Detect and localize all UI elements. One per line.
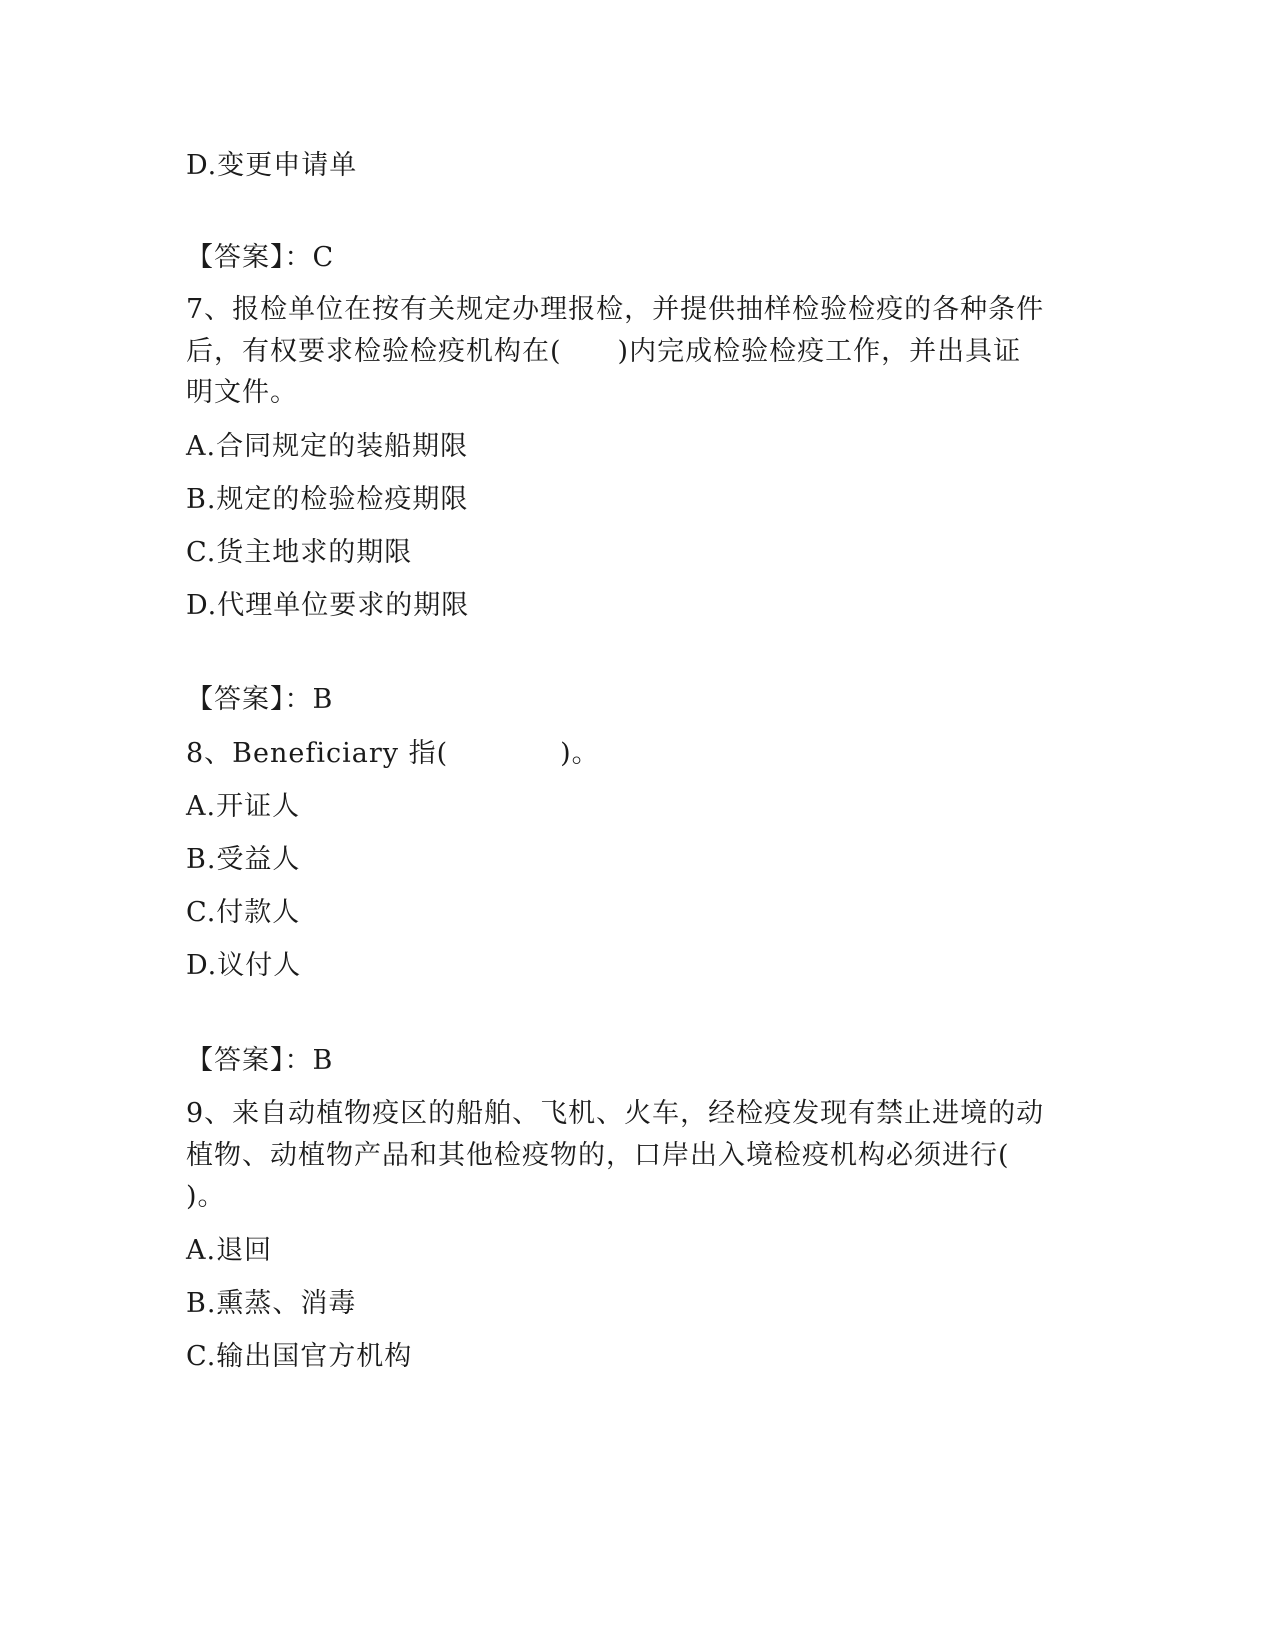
q8-option-c: C.付款人 [186,897,301,928]
q9-stem-line-1: 9、来自动植物疫区的船舶、飞机、火车，经检疫发现有禁止进境的动 [186,1098,1045,1129]
answer-q8: 【答案】：B [186,1045,334,1076]
q8-option-b: B.受益人 [186,844,301,875]
q7-option-a: A.合同规定的装船期限 [186,431,469,462]
q9-option-b: B.熏蒸、消毒 [186,1288,357,1319]
q7-stem-line-2: 后，有权要求检验检疫机构在( )内完成检验检疫工作，并出具证 [186,336,1022,367]
q7-option-c: C.货主地求的期限 [186,537,413,568]
q7-option-d: D.代理单位要求的期限 [186,590,470,621]
prev-option-d: D.变更申请单 [186,150,358,181]
q7-stem-line-1: 7、报检单位在按有关规定办理报检，并提供抽样检验检疫的各种条件 [186,294,1045,325]
q7-option-b: B.规定的检验检疫期限 [186,484,469,515]
q7-stem-line-3: 明文件。 [186,377,298,408]
q8-option-d: D.议付人 [186,950,302,981]
q9-stem-line-2: 植物、动植物产品和其他检疫物的，口岸出入境检疫机构必须进行( [186,1140,1010,1171]
q9-stem-line-3: )。 [186,1181,226,1212]
q8-option-a: A.开证人 [186,791,301,822]
q9-option-a: A.退回 [186,1235,273,1266]
q9-option-c: C.输出国官方机构 [186,1341,413,1372]
answer-q7: 【答案】：B [186,684,334,715]
q8-stem-line-1: 8、Beneficiary 指( )。 [186,738,600,769]
answer-q6: 【答案】：C [186,242,335,273]
